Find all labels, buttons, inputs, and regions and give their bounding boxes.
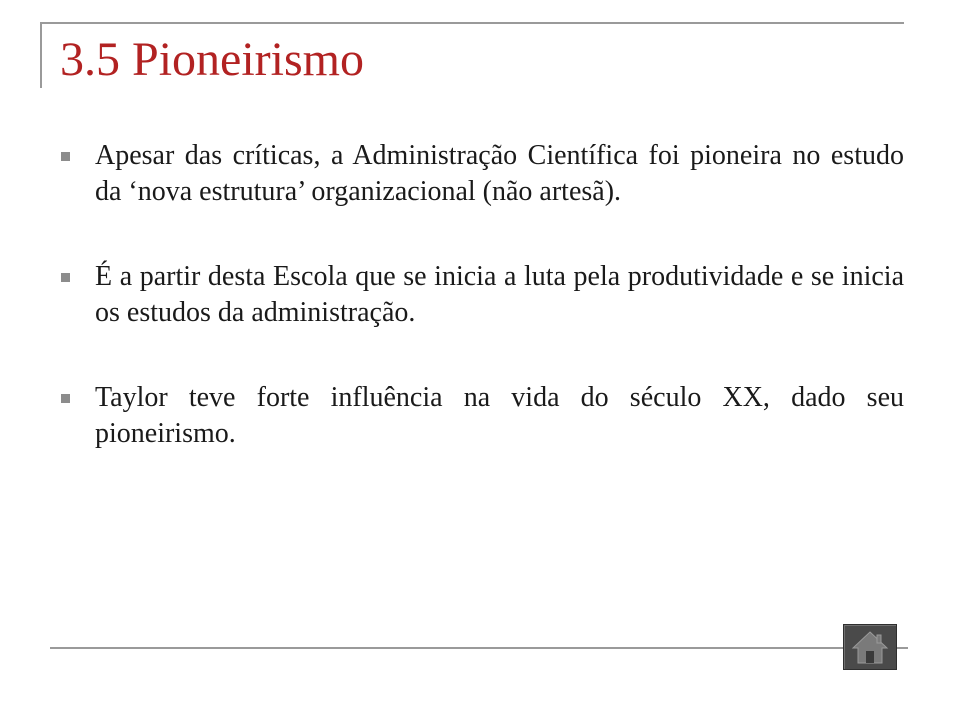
square-bullet-icon — [61, 394, 70, 403]
bullet-item — [58, 138, 904, 210]
top-border-line — [40, 22, 904, 24]
left-border-line — [40, 22, 42, 88]
bullet-list — [58, 138, 904, 501]
slide-title: 3.5 Pioneirismo — [60, 33, 365, 86]
bullet-text: Apesar das críticas, a Administração Científica foi pioneira no estudo da ‘nova estrutura’ organizacional (não artesã). — [95, 140, 904, 207]
bullet-item — [58, 259, 904, 331]
bullet-text: Taylor teve forte influência na vida do século XX, dado seu pioneirismo. — [95, 382, 904, 449]
home-icon — [850, 628, 890, 666]
square-bullet-icon — [61, 152, 70, 161]
bottom-border-line — [50, 647, 908, 649]
bullet-item — [58, 380, 904, 452]
home-button[interactable] — [843, 624, 897, 670]
square-bullet-icon — [61, 273, 70, 282]
bullet-text: É a partir desta Escola que se inicia a luta pela produtividade e se inicia os estudos da administração. — [95, 261, 904, 328]
